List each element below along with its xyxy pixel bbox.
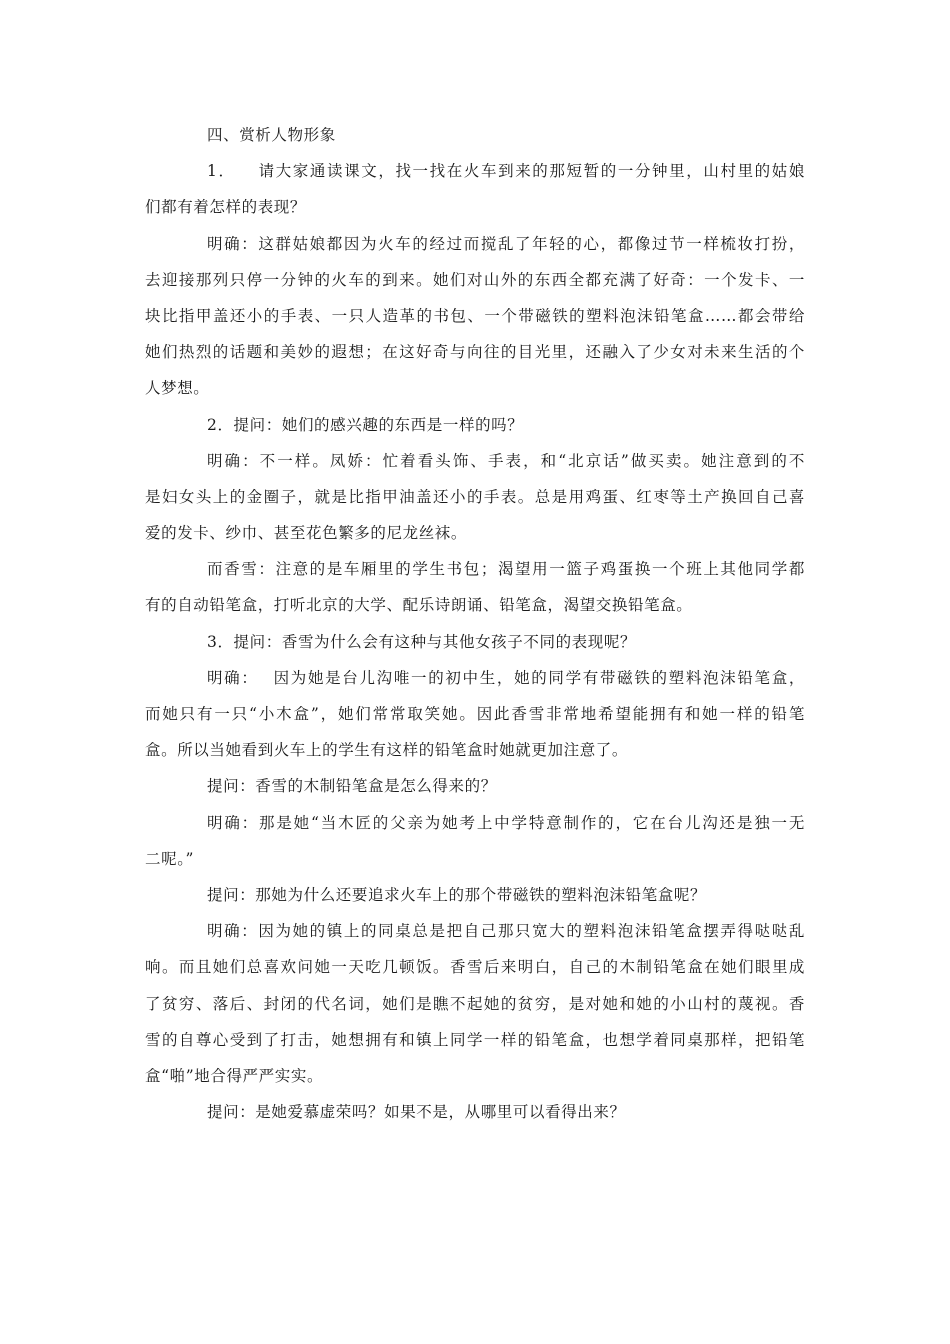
paragraph-line: [145, 153, 805, 189]
paragraph-line: 而她只有一只“小木盒”，她们常常取笑她。因此香雪非常地希望能拥有和她一样的铅笔: [145, 705, 805, 723]
paragraph-text: 因为她是台儿沟唯一的初中生，她的同学有带磁铁的塑料泡沫铅笔盒，: [272, 668, 805, 687]
paragraph-line: 了贫穷、落后、封闭的代名词，她们是瞧不起她的贫穷，是对她和她的小山村的蔑视。香: [145, 994, 805, 1013]
question-line: 提问：香雪的木制铅笔盒是怎么得来的？: [207, 777, 497, 796]
question-line: 提问：那她为什么还要追求火车上的那个带磁铁的塑料泡沫铅笔盒呢？: [207, 885, 707, 904]
question-line: 提问：是她爱慕虚荣吗？如果不是，从哪里可以看得出来？: [207, 1103, 626, 1122]
paragraph-line: 响。而且她们总喜欢问她一天吃几顿饭。香雪后来明白，自己的木制铅笔盒在她们眼里成: [145, 958, 805, 977]
paragraph-line: 明确：这群姑娘都因为火车的经过而搅乱了年轻的心，都像过节一样梳妆打扮，: [207, 234, 805, 253]
answer-label: 明确：: [207, 668, 259, 687]
paragraph-line: 而香雪：注意的是车厢里的学生书包；渴望用一篮子鸡蛋换一个班上其他同学都: [207, 560, 805, 579]
section-heading: 四、赏析人物形象: [207, 126, 336, 144]
paragraph-line: 明确：那是她“当木匠的父亲为她考上中学特意制作的，它在台儿沟还是独一无: [207, 813, 805, 832]
paragraph-line: 是妇女头上的金圈子，就是比指甲油盖还小的手表。总是用鸡蛋、红枣等土产换回自己喜: [145, 487, 805, 506]
paragraph-line: 块比指甲盖还小的手表、一只人造革的书包、一个带磁铁的塑料泡沫铅笔盒……都会带给: [145, 306, 805, 325]
paragraph-line: 盒。所以当她看到火车上的学生有这样的铅笔盒时她就更加注意了。: [145, 741, 629, 760]
paragraph-line: 明确：因为她的镇上的同桌总是把自己那只宽大的塑料泡沫铅笔盒摆弄得哒哒乱: [207, 922, 805, 941]
paragraph-line: 盒“啪”地合得严严实实。: [145, 1066, 324, 1085]
paragraph-line: 明确：不一样。凤娇：忙着看头饰、手表，和“北京话”做买卖。她注意到的不: [207, 451, 805, 470]
question-line: 3．提问：香雪为什么会有这种与其他女孩子不同的表现呢？: [207, 632, 637, 651]
paragraph-line: [145, 660, 805, 696]
document-body: [145, 117, 805, 1130]
paragraph-line: 人梦想。: [145, 379, 210, 398]
item-number: 1．: [207, 162, 236, 181]
paragraph-line: 们都有着怎样的表现？: [145, 198, 307, 217]
paragraph-line: 有的自动铅笔盒，打听北京的大学、配乐诗朗诵、铅笔盒，渴望交换铅笔盒。: [145, 596, 693, 615]
paragraph-line: 雪的自尊心受到了打击，她想拥有和镇上同学一样的铅笔盒，也想学着同桌那样，把铅笔: [145, 1030, 805, 1049]
paragraph-line: 她们热烈的话题和美妙的遐想；在这好奇与向往的目光里，还融入了少女对未来生活的个: [145, 343, 805, 362]
paragraph-text: 请大家通读课文，找一找在火车到来的那短暂的一分钟里，山村里的姑娘: [257, 162, 806, 181]
paragraph-line: 二呢。”: [145, 849, 195, 868]
paragraph-line: 去迎接那列只停一分钟的火车的到来。她们对山外的东西全都充满了好奇：一个发卡、一: [145, 270, 805, 289]
question-line: 2．提问：她们的感兴趣的东西是一样的吗？: [207, 415, 524, 434]
paragraph-line: 爱的发卡、纱巾、甚至花色繁多的尼龙丝袜。: [145, 524, 468, 543]
